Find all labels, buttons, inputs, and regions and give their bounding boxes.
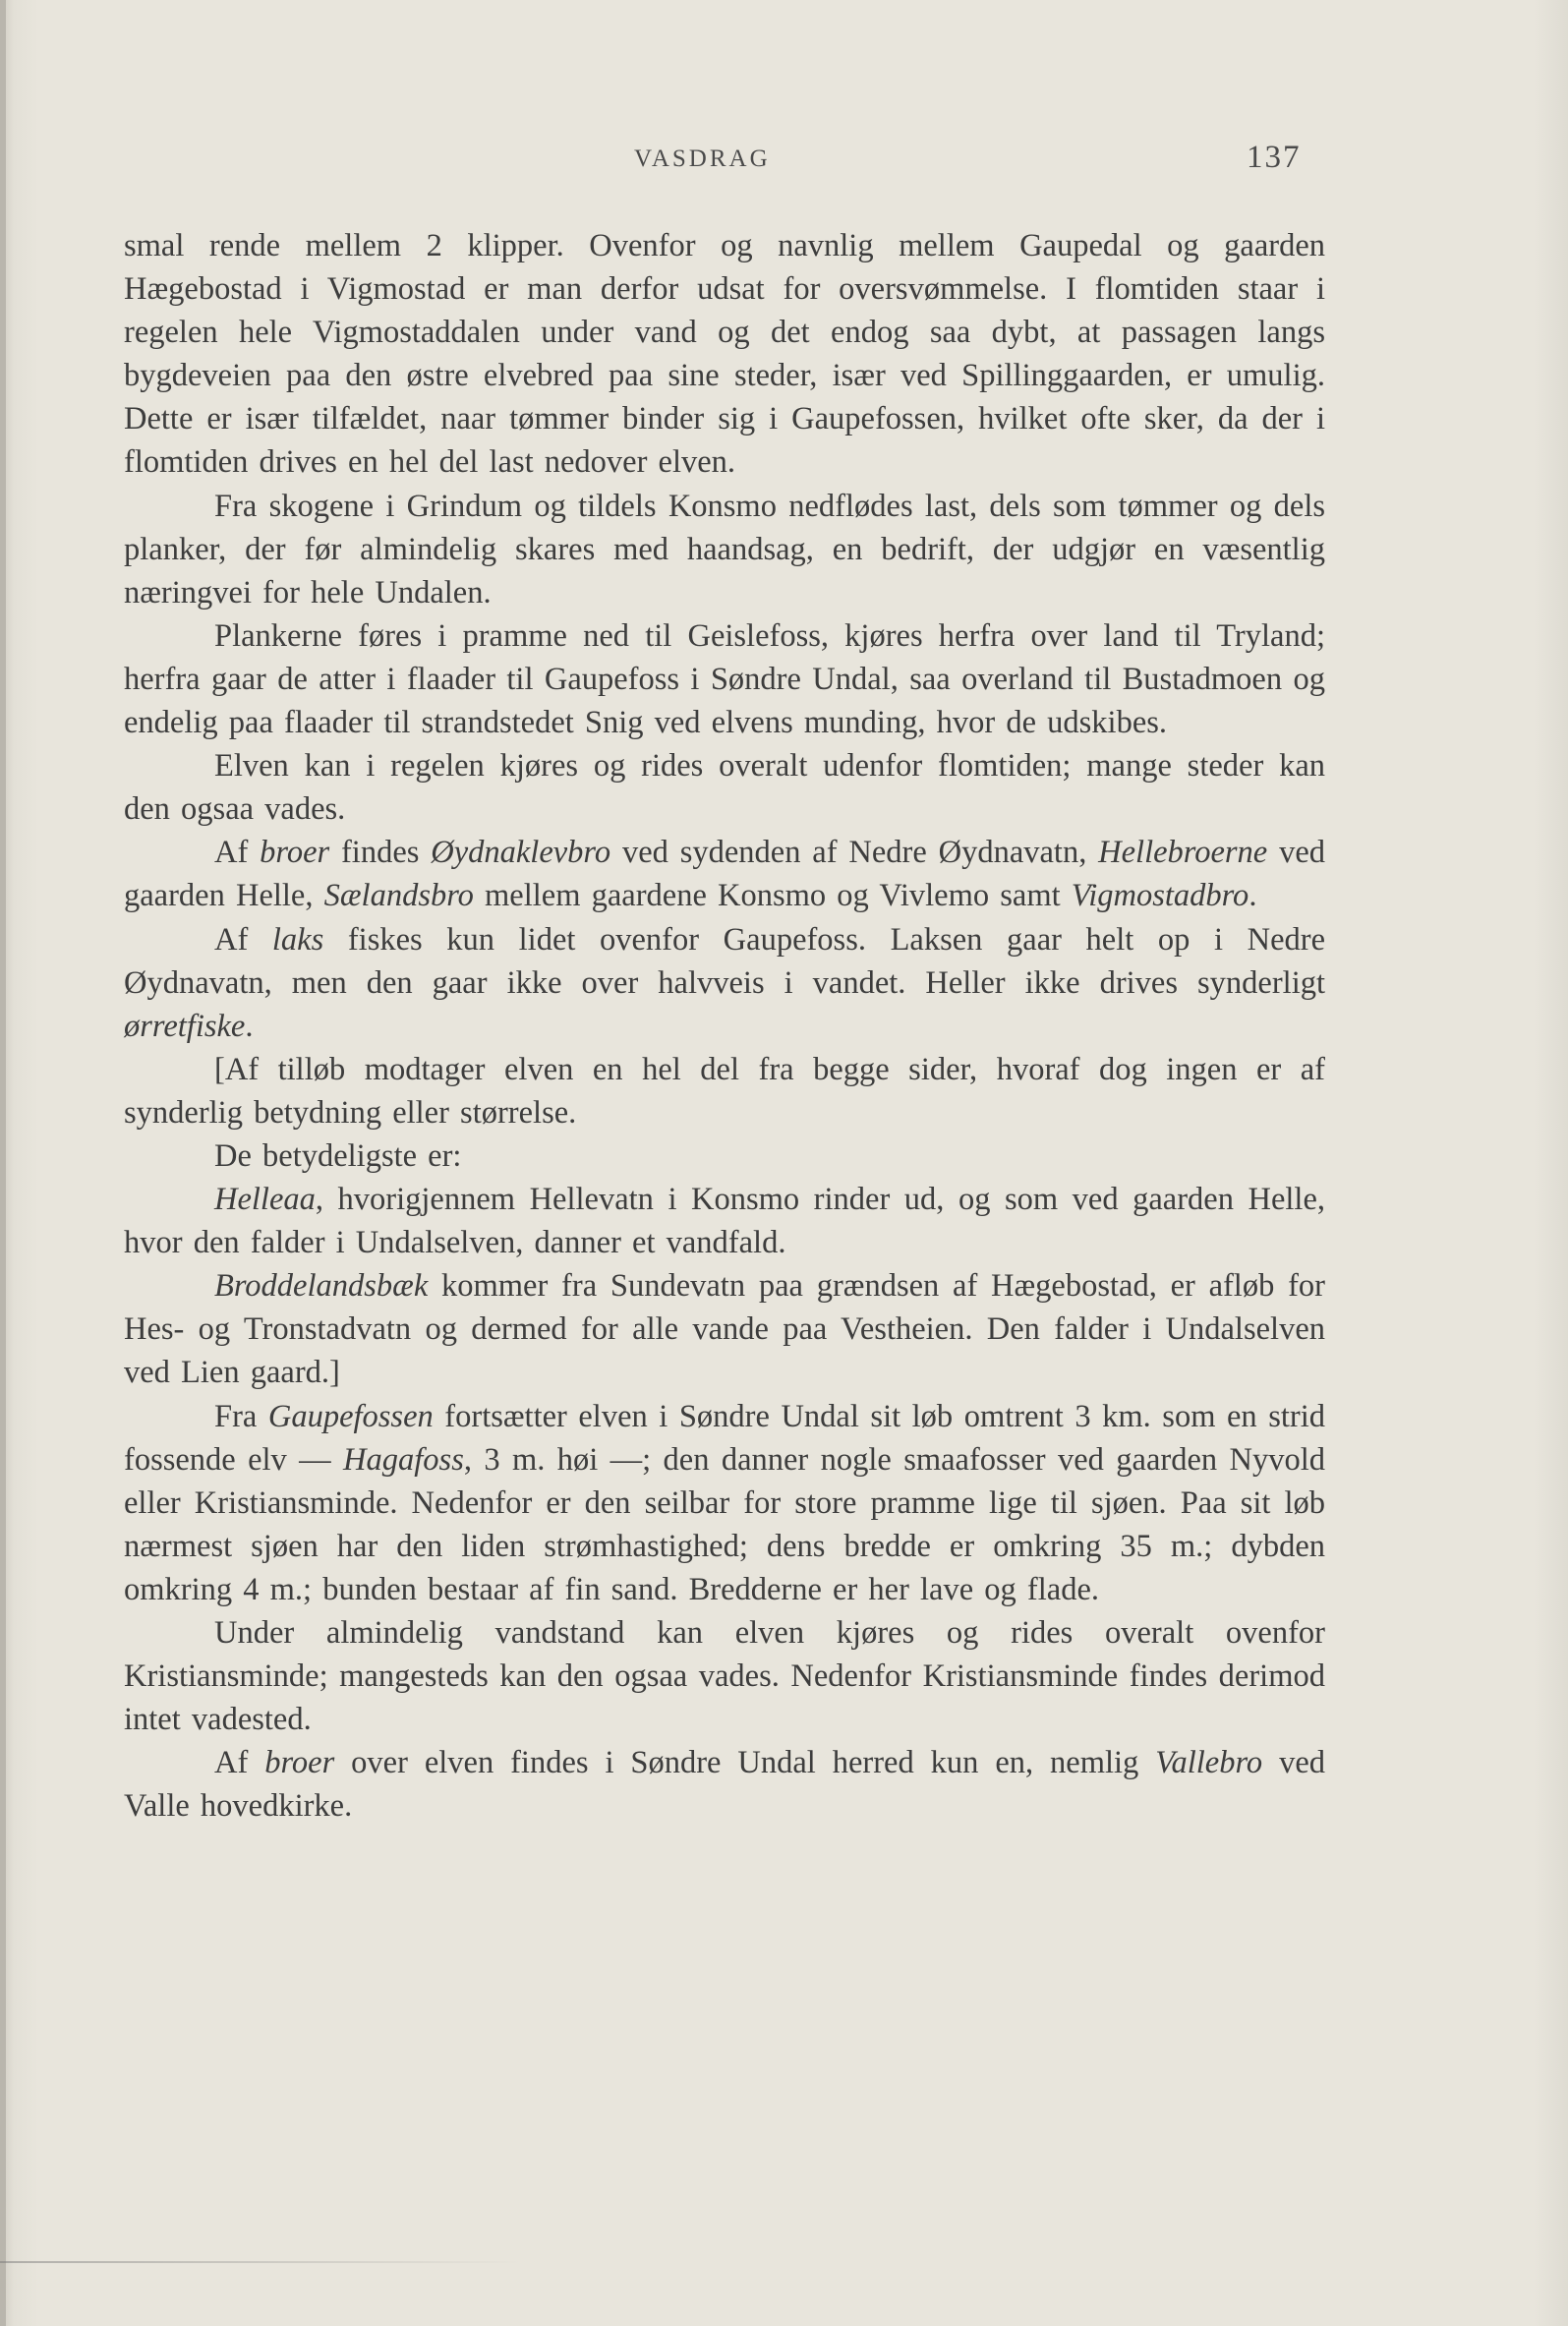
- paragraph: [124, 1134, 1325, 1178]
- text-run: fiskes kun lidet ovenfor Gaupefoss. Laksen gaar helt op i Nedre Øydnavatn, men den gaar ikke over halvveis i vandet. Heller ikke drives synderligt: [124, 921, 1326, 1001]
- italic-term: laks: [271, 921, 324, 958]
- paragraph: [124, 1264, 1325, 1394]
- text-run: mellem gaardene Konsmo og Vivlemo samt: [473, 878, 1072, 914]
- italic-term: Hagafoss: [343, 1441, 464, 1478]
- text-run: , 3 m. høi —; den danner nogle smaafosser ved gaarden Nyvold eller Kristiansminde. Nedenfor er den seilbar for store pramme lige til sjøen. Paa sit løb nærmest sjøen har den liden strømhastighed; dens bredde er omkring 35 m.; dybden omkring 4 m.; bunden bestaar af fin sand. Bredderne er her lave og flade.: [124, 1441, 1325, 1607]
- text-run: Af: [214, 1745, 265, 1781]
- paragraph: [124, 614, 1325, 744]
- italic-term: Hellebroerne: [1098, 835, 1268, 871]
- paragraph: [124, 1611, 1325, 1741]
- paragraph: [124, 224, 1325, 485]
- text-run: De betydeligste er:: [214, 1137, 462, 1174]
- text-run: Af: [214, 921, 272, 958]
- paragraph: [124, 1741, 1325, 1828]
- paragraph: [124, 744, 1325, 831]
- text-run: kommer fra Sundevatn paa grændsen af Hægebostad, er afløb for Hes- og Tronstadvatn og dermed for alle vande paa Vestheien. Den falder i Undalselven ved Lien gaard.]: [124, 1268, 1325, 1391]
- text-run: , hvorigjennem Hellevatn i Konsmo rinder ud, og som ved gaarden Helle, hvor den falder i Undalselven, danner et vandfald.: [124, 1182, 1325, 1261]
- running-title: VASDRAG: [634, 145, 771, 172]
- text-run: .: [1249, 878, 1257, 914]
- paragraph: [124, 1395, 1325, 1611]
- text-run: .: [245, 1008, 254, 1044]
- text-run: findes: [329, 835, 432, 871]
- text-run: Fra: [214, 1398, 268, 1434]
- text-run: over elven findes i Søndre Undal herred kun en, nemlig: [334, 1745, 1156, 1781]
- italic-term: Sælandsbro: [323, 878, 474, 914]
- text-run: [Af tilløb modtager elven en hel del fra begge sider, hvoraf dog ingen er af synderlig betydning eller størrelse.: [124, 1051, 1325, 1131]
- italic-term: Vallebro: [1155, 1745, 1263, 1781]
- text-run: Fra skogene i Grindum og tildels Konsmo nedflødes last, dels som tømmer og dels planker, der før almindelig skares med haandsag, en bedrift, der udgjør en væsentlig næringvei for hele Undalen.: [124, 488, 1325, 611]
- text-run: Plankerne føres i pramme ned til Geislefoss, kjøres herfra over land til Tryland; herfra gaar de atter i flaader til Gaupefoss i Søndre Undal, saa overland til Bustadmoen og endelig paa flaader til strandstedet Snig ved elvens munding, hvor de udskibes.: [124, 617, 1325, 741]
- italic-term: ørretfiske: [124, 1008, 246, 1044]
- text-run: Af: [214, 835, 261, 871]
- text-run: ved gaarden Helle,: [124, 835, 1325, 914]
- text-run: fortsætter elven i Søndre Undal sit løb omtrent 3 km. som en strid fossende elv —: [124, 1398, 1325, 1478]
- page-header: [0, 140, 1568, 185]
- italic-term: Gaupefossen: [267, 1398, 434, 1434]
- body-text: [124, 224, 1325, 1828]
- page-edge-shadow: [0, 0, 6, 2326]
- italic-term: broer: [264, 1745, 335, 1781]
- page-number: 137: [1247, 140, 1302, 175]
- page-bottom-mark: [0, 2261, 521, 2263]
- text-run: Elven kan i regelen kjøres og rides overalt udenfor flomtiden; mange steder kan den ogsaa vades.: [124, 748, 1325, 828]
- paragraph: [124, 485, 1325, 614]
- italic-term: Øydnaklevbro: [431, 835, 611, 871]
- text-run: ved Valle hovedkirke.: [124, 1745, 1325, 1825]
- text-run: Under almindelig vandstand kan elven kjøres og rides overalt ovenfor Kristiansminde; mangesteds kan den ogsaa vades. Nedenfor Kristiansminde findes derimod intet vadested.: [124, 1615, 1325, 1738]
- italic-term: Helleaa: [214, 1182, 316, 1218]
- italic-term: Broddelandsbæk: [214, 1268, 429, 1305]
- paragraph: [124, 918, 1325, 1048]
- paragraph: [124, 831, 1325, 917]
- italic-term: Vigmostadbro: [1071, 878, 1249, 914]
- italic-term: broer: [260, 835, 330, 871]
- paragraph: [124, 1048, 1325, 1134]
- paragraph: [124, 1178, 1325, 1264]
- text-run: ved sydenden af Nedre Øydnavatn,: [610, 835, 1099, 871]
- text-run: smal rende mellem 2 klipper. Ovenfor og navnlig mellem Gaupedal og gaarden Hægebostad i Vigmostad er man derfor udsat for oversvømmelse. I flomtiden staar i regelen hele Vigmostaddalen under vand og det endog saa dybt, at passagen langs bygdeveien paa den østre elvebred paa sine steder, især ved Spillinggaarden, er umulig. Dette er især tilfældet, naar tømmer binder sig i Gaupefossen, hvilket ofte sker, da der i flomtiden drives en hel del last nedover elven.: [124, 228, 1325, 481]
